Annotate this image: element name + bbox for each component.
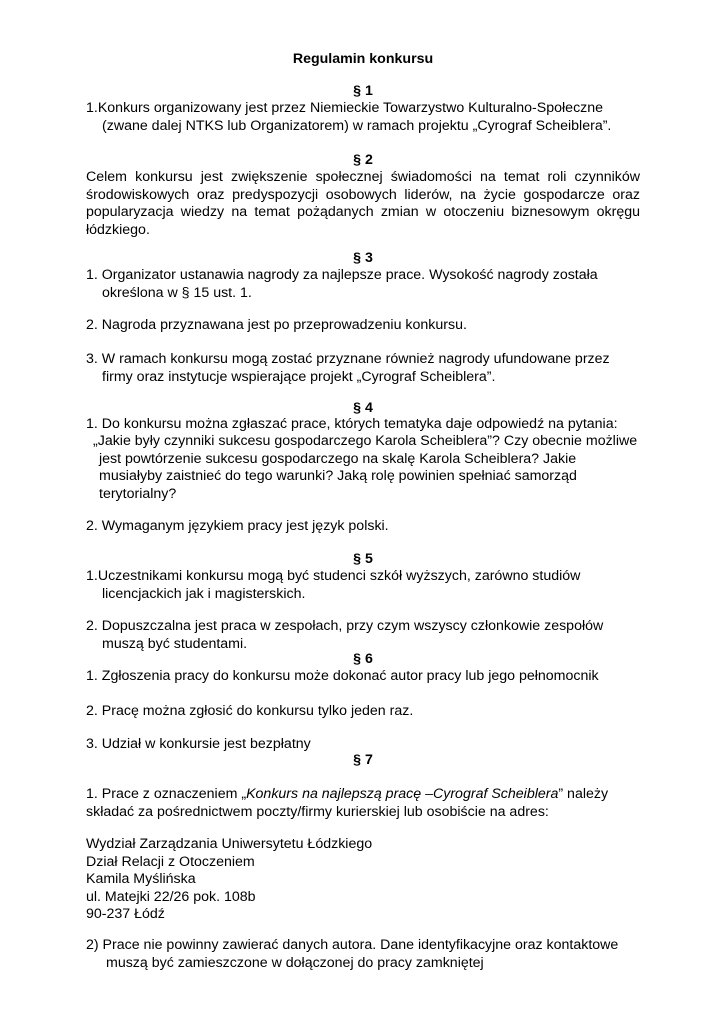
section-1-heading: § 1 xyxy=(353,83,373,99)
document-page xyxy=(86,0,640,1024)
section-7-item-1 xyxy=(86,786,640,821)
section-5-item-2: 2. Dopuszczalna jest praca w zespołach, przy czym wszyscy członkowie zespołów muszą być studentami. xyxy=(86,618,604,652)
contest-label: Konkurs na najlepszą pracę –Cyrograf Scheiblera xyxy=(246,786,559,802)
section-5-item-1: 1.Uczestnikami konkursu mogą być studenci szkół wyższych, zarówno studiów licencjackich jak i magisterskich. xyxy=(86,568,581,602)
section-7-heading: § 7 xyxy=(353,752,373,768)
section-2-heading: § 2 xyxy=(353,152,373,168)
section-4-item-2: 2. Wymaganym językiem pracy jest język polski. xyxy=(86,518,389,534)
section-6-item-3: 3. Udział w konkursie jest bezpłatny xyxy=(86,736,311,752)
section-6-item-1: 1. Zgłoszenia pracy do konkursu może dokonać autor pracy lub jego pełnomocnik xyxy=(86,668,599,684)
section-1-item-1: 1.Konkurs organizowany jest przez Niemieckie Towarzystwo Kulturalno-Społeczne (zwane dalej NTKS lub Organizatorem) w ramach projektu „Cyrograf Scheiblera”. xyxy=(86,100,612,134)
section-7-item-1-prefix: 1. Prace z oznaczeniem „ xyxy=(86,786,247,802)
section-6-item-2: 2. Pracę można zgłosić do konkursu tylko jeden raz. xyxy=(86,703,414,719)
address-line: Dział Relacji z Otoczeniem xyxy=(86,853,255,870)
section-3-item-3: 3. W ramach konkursu mogą zostać przyznane również nagrody ufundowane przez firmy oraz instytucje wspierające projekt „Cyrograf Scheiblera”. xyxy=(86,351,610,385)
address-line: 90-237 Łódź xyxy=(86,906,165,922)
section-4-item-1: 1. Do konkursu można zgłaszać prace, których tematyka daje odpowiedź na pytania: xyxy=(86,416,618,432)
section-6-heading: § 6 xyxy=(353,651,373,667)
address-line: Wydział Zarządzania Uniwersytetu Łódzkiego xyxy=(86,836,373,852)
section-5-heading: § 5 xyxy=(353,551,373,567)
document-title: Regulamin konkursu xyxy=(292,51,434,67)
section-3-heading: § 3 xyxy=(353,250,373,266)
section-7-item-2: 2) Prace nie powinny zawierać danych autora. Dane identyfikacyjne oraz kontaktowe muszą być zamieszczone w dołączonej do pracy zamkniętej xyxy=(86,937,619,971)
address-line: ul. Matejki 22/26 pok. 108b xyxy=(86,888,256,905)
address-line: Kamila Myślińska xyxy=(86,871,196,887)
section-3-item-2: 2. Nagroda przyznawana jest po przeprowadzeniu konkursu. xyxy=(86,317,467,333)
section-3-item-1: 1. Organizator ustanawia nagrody za najlepsze prace. Wysokość nagrody została określona w § 15 ust. 1. xyxy=(86,267,598,301)
section-4-heading: § 4 xyxy=(353,400,373,416)
section-4-question: „Jakie były czynniki sukcesu gospodarczego Karola Scheiblera”? Czy obecnie możliwe jest powtórzenie sukcesu gospodarczego na skalę Karola Scheiblera? Jakie musiałyby zaistnieć do tego warunki? Jaką rolę powinien spełniać samorząd terytorialny? xyxy=(93,433,638,502)
mailing-address xyxy=(86,836,640,924)
section-2-text: Celem konkursu jest zwiększenie społecznej świadomości na temat roli czynników środowiskowych oraz predyspozycji osobowych liderów, na życie gospodarcze oraz popularyzacja wiedzy na temat pożądanych zmian w otoczeniu biznesowym okręgu łódzkiego. xyxy=(86,169,640,238)
section-7-item-1-suffix: ” należy składać za pośrednictwem poczty/firmy kurierskiej lub osobiście na adres: xyxy=(86,786,609,820)
